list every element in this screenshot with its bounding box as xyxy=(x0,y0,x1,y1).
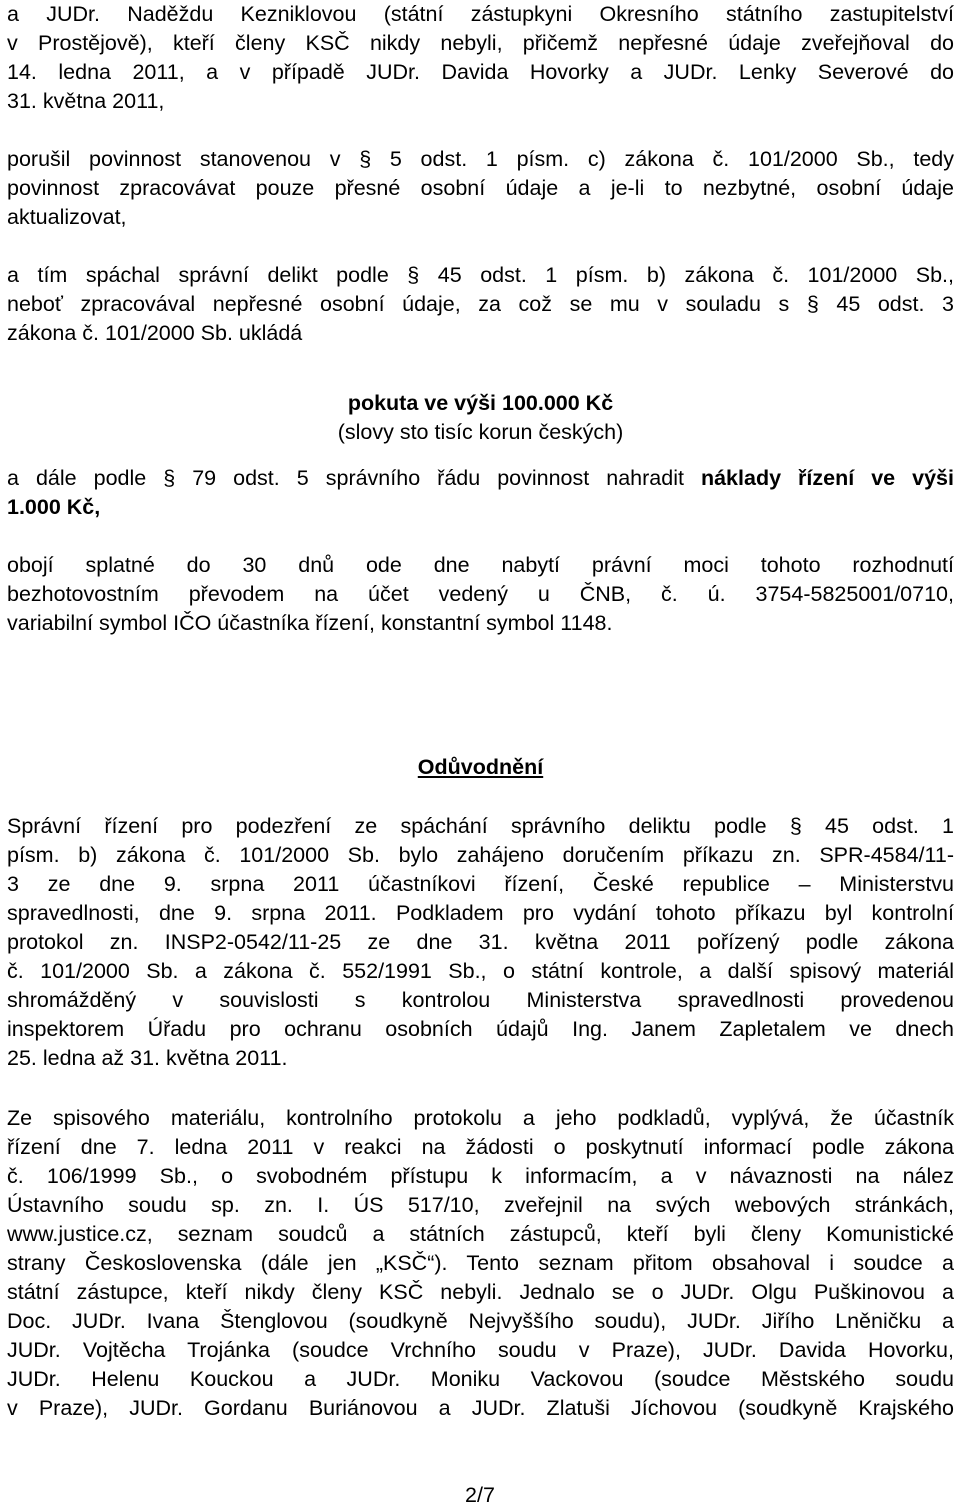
text-line: písm. b) zákona č. 101/2000 Sb. bylo zahájeno doručením příkazu zn. SPR-4584/11- xyxy=(7,843,954,867)
text-line: variabilní symbol IČO účastníka řízení, konstantní symbol 1148. xyxy=(7,611,613,635)
costs-text: a dále podle § 79 odst. 5 správního řádu povinnost nahradit xyxy=(7,466,684,490)
reasoning-paragraph-1 xyxy=(7,812,954,1073)
page-number: 2/7 xyxy=(465,1483,495,1507)
text-line: JUDr. Vojtěcha Trojánka (soudce Vrchního soudu v Praze), JUDr. Davida Hovorku, xyxy=(7,1338,954,1362)
text-line: neboť zpracovával nepřesné osobní údaje, za což se mu v souladu s § 45 odst. 3 xyxy=(7,292,954,316)
fine-in-words: (slovy sto tisíc korun českých) xyxy=(337,420,624,444)
text-line: bezhotovostním převodem na účet vedený u ČNB, č. ú. 3754-5825001/0710, xyxy=(7,582,954,606)
text-line: shromážděný v souvislosti s kontrolou Ministerstva spravedlnosti provedenou xyxy=(7,988,954,1012)
fine-block xyxy=(7,389,954,447)
text-line: řízení dne 7. ledna 2011 v reakci na žádosti o poskytnutí informací podle zákona xyxy=(7,1135,954,1159)
costs-paragraph xyxy=(7,464,954,522)
text-line: a JUDr. Naděždu Kezniklovou (státní zástupkyni Okresního státního zastupitelství xyxy=(7,2,954,26)
text-line: aktualizovat, xyxy=(7,205,127,229)
text-line: v Prostějově), kteří členy KSČ nikdy nebyli, přičemž nepřesné údaje zveřejňoval do xyxy=(7,31,954,55)
text-line: Ústavního soudu sp. zn. I. ÚS 517/10, zveřejnil na svých webových stránkách, xyxy=(7,1193,954,1217)
text-line: strany Československa (dále jen „KSČ“). Tento seznam přitom obsahoval i soudce a xyxy=(7,1251,954,1275)
text-line: č. 101/2000 Sb. a zákona č. 552/1991 Sb., o státní kontrole, a další spisový materiál xyxy=(7,959,954,983)
text-line: č. 106/1999 Sb., o svobodném přístupu k informacím, a v návaznosti na nález xyxy=(7,1164,954,1188)
costs-amount: 1.000 Kč, xyxy=(7,495,101,519)
reasoning-heading: Odůvodnění xyxy=(417,755,544,779)
fine-amount: pokuta ve výši 100.000 Kč xyxy=(347,391,614,415)
text-line: povinnost zpracovávat pouze přesné osobní údaje a je-li to nezbytné, osobní údaje xyxy=(7,176,954,200)
violation-paragraph-2 xyxy=(7,261,954,348)
text-line: v Praze), JUDr. Gordanu Buriánovou a JUDr. Zlatuši Jíchovou (soudkyně Krajského xyxy=(7,1396,954,1420)
text-line: 31. května 2011, xyxy=(7,89,165,113)
text-line: Doc. JUDr. Ivana Štenglovou (soudkyně Nejvyššího soudu), JUDr. Jiřího Lněničku a xyxy=(7,1309,954,1333)
text-line: 3 ze dne 9. srpna 2011 účastníkovi řízení, České republice – Ministerstvu xyxy=(7,872,954,896)
text-line: protokol zn. INSP2-0542/11-25 ze dne 31. května 2011 pořízený podle zákona xyxy=(7,930,954,954)
text-line: Správní řízení pro podezření ze spáchání správního deliktu podle § 45 odst. 1 xyxy=(7,814,954,838)
text-line: JUDr. Helenu Kouckou a JUDr. Moniku Vackovou (soudce Městského soudu xyxy=(7,1367,954,1391)
text-line: zákona č. 101/2000 Sb. ukládá xyxy=(7,321,303,345)
text-line: www.justice.cz, seznam soudců a státních zástupců, kteří byli členy Komunistické xyxy=(7,1222,954,1246)
text-line: 25. ledna až 31. května 2011. xyxy=(7,1046,288,1070)
violation-paragraph-1 xyxy=(7,145,954,232)
intro-paragraph xyxy=(7,0,954,116)
text-line: státní zástupce, kteří nikdy členy KSČ nebyli. Jednalo se o JUDr. Olgu Puškinovou a xyxy=(7,1280,954,1304)
costs-amount-label: náklady řízení ve výši xyxy=(700,466,954,490)
text-line: Ze spisového materiálu, kontrolního protokolu a jeho podkladů, vyplývá, že účastník xyxy=(7,1106,954,1130)
text-line: inspektorem Úřadu pro ochranu osobních údajů Ing. Janem Zapletalem ve dnech xyxy=(7,1017,954,1041)
text-line: porušil povinnost stanovenou v § 5 odst. 1 písm. c) zákona č. 101/2000 Sb., tedy xyxy=(7,147,954,171)
text-line: spravedlnosti, dne 9. srpna 2011. Podkladem pro vydání tohoto příkazu byl kontrolní xyxy=(7,901,954,925)
text-line: a tím spáchal správní delikt podle § 45 odst. 1 písm. b) zákona č. 101/2000 Sb., xyxy=(7,263,954,287)
text-line: obojí splatné do 30 dnů ode dne nabytí právní moci tohoto rozhodnutí xyxy=(7,553,954,577)
text-line: 14. ledna 2011, a v případě JUDr. Davida Hovorky a JUDr. Lenky Severové do xyxy=(7,60,954,84)
text-line xyxy=(7,464,954,493)
reasoning-paragraph-2 xyxy=(7,1104,954,1423)
payment-paragraph xyxy=(7,551,954,638)
